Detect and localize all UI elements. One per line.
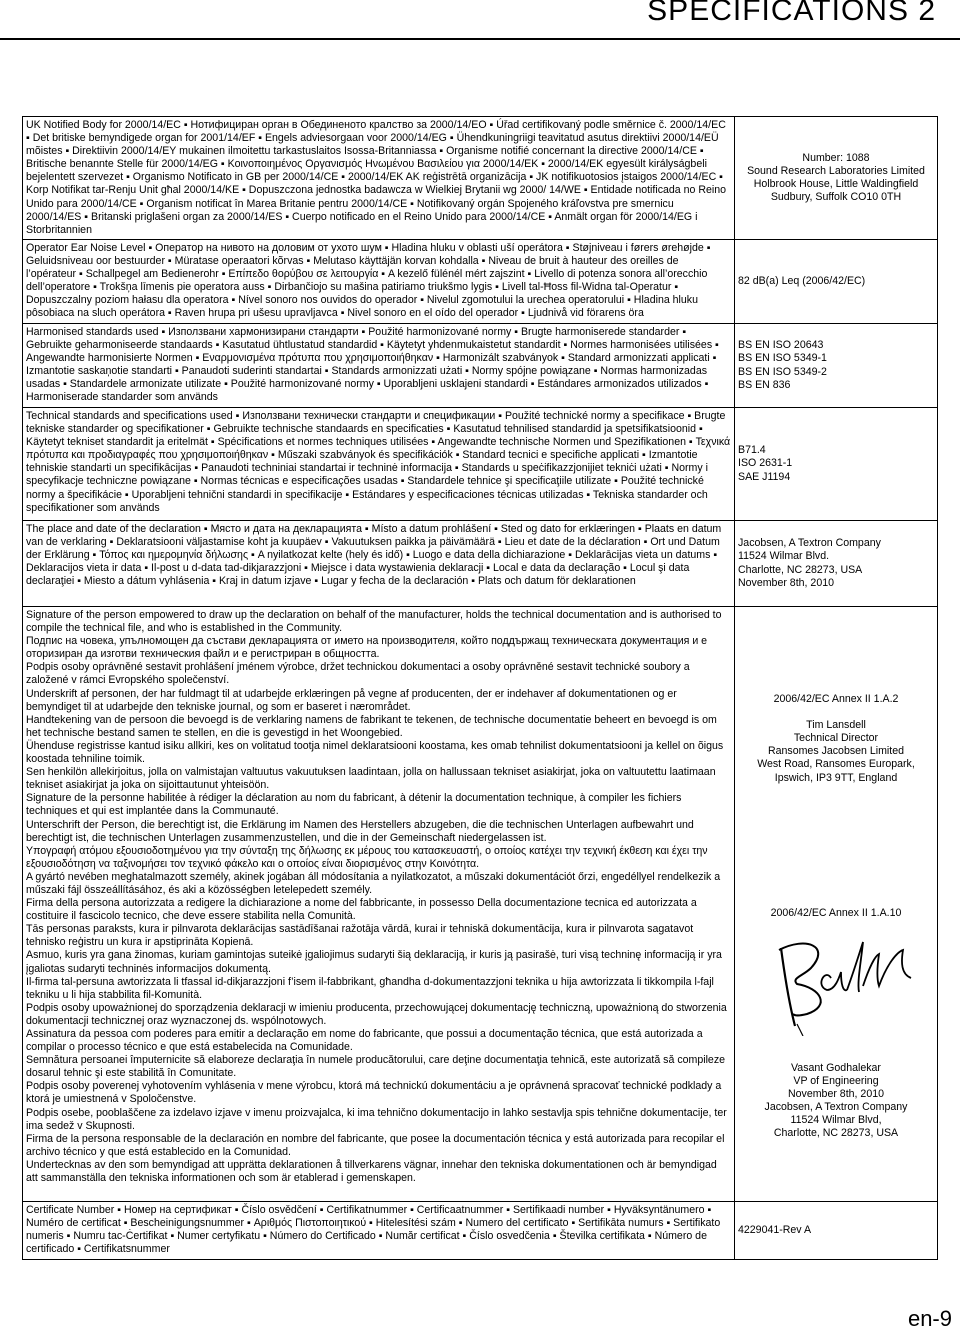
row-text: Technical standards and specifications used ▪ Използвани технически стандарти и спецификации ▪ Použité technické normy a specifikace ▪ Brugte tekniske standarder og specifikationer ▪ Gebruikte technische standaards en specificaties ▪ Kasutatud tehnilised standardid ja spetsifikatsioonid ▪ Käytetyt tekniset standardit ja eritelmät ▪ Spécifications et normes techniques utilisées ▪ Angewandte technische Normen und Spezifikationen ▪ Τεχνικά πρότυπα και προδιαγραφές που χρησιμοποιήθηκαν ▪ Műszaki szabványok és specifikációk ▪ Standard tecnici e specifiche applicati ▪ Izmantotie tehniskie standarti un specifikācijas ▪ Panaudoti techniniai standartai ir techninė informacija ▪ Standards u speċifikazzjonijiet tekniċi użati ▪ Normy i specyfikacje techniczne powiązane ▪ Normas técnicas e especificações usadas ▪ Standardele tehnice şi specificaţiile utilizate ▪ Použité technické normy a špecifikácie ▪ Uporabljeni tehnični standardi in specifikacije ▪ Estándares y especificaciones técnicas utilizadas ▪ Tekniska standarder och specifikationer som används <box>26 410 731 514</box>
annex-reference: 2006/42/EC Annex II 1.A.10 <box>770 906 902 919</box>
row-value: 82 dB(a) Leq (2006/42/EC) <box>738 274 866 287</box>
table-row <box>23 117 938 240</box>
certificate-number-value <box>735 1202 938 1260</box>
table-row <box>23 408 938 521</box>
table-row <box>23 521 938 607</box>
noise-level-label <box>23 240 735 324</box>
row-text: The place and date of the declaration ▪ Място и дата на декларацията ▪ Místo a datum prohlášení ▪ Sted og dato for erklæringen ▪ Plaats en datum van de verklaring ▪ Deklaratsiooni väljastamise koht ja kuupäev ▪ Vakuutuksen paikka ja päivämäärä ▪ Lieu et date de la déclaration ▪ Ort und Datum der Erklärung ▪ Τόπος και ημερομηνία δήλωσης ▪ A nyilatkozat kelte (hely és idő) ▪ Luogo e data della dichiarazione ▪ Deklarācijas vieta un datums ▪ Deklaracijos vieta ir data ▪ Il-post u d-data tad-dikjarazzjoni ▪ Miejsce i data wystawienia deklaracji ▪ Local e data da declaração ▪ Locul şi data declaraţiei ▪ Miesto a dátum vyhlásenia ▪ Kraj in datum izjave ▪ Lugar y fecha de la declaración ▪ Plats och datum för deklarationen <box>26 523 722 588</box>
table-row <box>23 1202 938 1260</box>
notified-body-label <box>23 117 735 240</box>
harmonised-standards-value <box>735 324 938 408</box>
signatory-1: 2006/42/EC Annex II 1.A.2 Tim Lansdell Technical Director Ransomes Jacobsen Limited West Road, Ransomes Europark, Ipswich, IP3 9TT, England <box>757 693 915 784</box>
row-value: B71.4 ISO 2631-1 SAE J1194 <box>738 444 793 483</box>
place-date-value <box>735 521 938 607</box>
notified-body-value <box>735 117 938 240</box>
technical-standards-label <box>23 408 735 521</box>
row-text: Certificate Number ▪ Номер на сертификат ▪ Číslo osvědčení ▪ Certifikatnummer ▪ Certificaatnummer ▪ Sertifikaadi number ▪ Hyväksyntänumero ▪ Numéro de certificat ▪ Bescheinigungsnummer ▪ Αριθμός Πιστοποιητικού ▪ Hitelesítési szám ▪ Numero del certificato ▪ Sertifikāta numurs ▪ Sertifikato numeris ▪ Numru tac-Ċertifikat ▪ Numer certyfikatu ▪ Número do Certificado ▪ Număr certificat ▪ Číslo osvedčenia ▪ Številka certifikata ▪ Número de certificado ▪ Certifikatsnummer <box>26 1204 721 1256</box>
harmonised-standards-label <box>23 324 735 408</box>
technical-standards-value <box>735 408 938 521</box>
table-row <box>23 324 938 408</box>
row-text: Operator Ear Noise Level ▪ Оператор на нивото на доловим от ухото шум ▪ Hladina hluku v oblasti uší operátora ▪ Støjniveau i førers ørehøjde ▪ Geluidsniveau oor bestuurder ▪ Müratase operaatori kõrvas ▪ Melutaso käyttäjän korvan kohdalla ▪ Niveau de bruit à hauteur des oreilles de l’opérateur ▪ Schallpegel am Bedienerohr ▪ Επίπεδο θορύβου σε λειτουργία ▪ A kezelő fülénél mért zajszint ▪ Livello di potenza sonora all’orecchio dell’operatore ▪ Trokšņa līmenis pie operatora auss ▪ Dirbančiojo su mašina patiriamo triukšmo lygis ▪ Livell tal-Ħoss fil-Widna tal-Operatur ▪ Dopuszczalny poziom hałasu dla operatora ▪ Nível sonoro nos ouvidos do operador ▪ Nivelul zgomotului la urechea operatorului ▪ Hladina hluku pôsobiaca na sluch operátora ▪ Raven hrupa pri ušesu upravljavca ▪ Nivel sonoro en el oído del operador ▪ Ljudnivå vid förarens öra <box>26 242 711 320</box>
signature-declaration-label <box>23 607 735 1202</box>
place-date-label <box>23 521 735 607</box>
header-rule <box>0 38 960 40</box>
certificate-number-label <box>23 1202 735 1260</box>
row-text: UK Notified Body for 2000/14/EC ▪ Нотифициран орган в Обединеното кралство за 2000/14/EO ▪ Úřad certifikovaný podle směrnice č. 2000/14/EC ▪ Det britiske bemyndigede organ for 2001/14/EF ▪ Engels adviesorgaan voor 2000/14/EG ▪ Ühendkuningriigi teavitatud asutus direktiivi 2000/14/EÜ mõistes ▪ Direktiivin 2000/14/EY mukainen ilmoitettu tarkastuslaitos Isossa-Britanniassa ▪ Organisme notifié concernant la directive 2000/14/CE ▪ Britische benannte Stelle für 2000/14/EG ▪ Κοινοποιημένος Οργανισμός Ηνωμένου Βασιλείου για 2000/14/ΕΚ ▪ 2000/14/EK egyesült királyságbeli bejelentett szervezet ▪ Organismo Notificato in GB per 2000/14/CE ▪ 2000/14/EK AK reģistrētā organizācija ▪ JK notifikuotosios įstaigos 2000/14/EC ▪ Korp Notifikat tar-Renju Unit għal 2000/14/KE ▪ Dopuszczona jednostka badawcza w Wielkiej Brytanii wg 2000/ 14/WE ▪ Entidade notificada no Reino Unido para 2000/14/CE ▪ Organism notificat în Marea Britanie pentru 2000/14/CE ▪ Notifikovaný orgán Spojeného kráľovstva pre smernicu 2000/14/ES ▪ Britanski priglašeni organ za 2000/14/ES ▪ Cuerpo notificado en el Reino Unido para 2000/14/CE ▪ Anmält organ för 2000/14/EG i Storbritannien <box>26 119 727 236</box>
row-value: 4229041-Rev A <box>738 1223 812 1236</box>
table-row <box>23 607 938 1202</box>
declaration-table <box>22 116 938 1260</box>
row-text: Signature of the person empowered to draw up the declaration on behalf of the manufacturer, holds the technical documentation and is authorised to compile the technical file, and who is established in the Community. Подпис на човека, упълномощен да състави декларацията от името на производителя, който поддържащ техническата документация и е оторизиран да изготви техническия файл и е регистриран в общността. Podpis osoby oprávněné sestavit prohlášení jménem výrobce, držet technickou dokumentaci a osoby oprávněné sestavit technické soubory a založené v rámci Evropského společenství. Underskrift af personen, der har fuldmagt til at udarbejde erklæringen på vegne af producenten, der er indehaver af dokumentationen og er bemyndiget til at udarbejde den tekniske journal, og som er baseret i nærområdet. Handtekening van de persoon die bevoegd is de verklaring namens de fabrikant te tekenen, de technische documentatie beheert en bevoegd is om het technische bestand samen te stellen, en die is gevestigd in het Woongebied. Ühenduse registrisse kantud isiku allkiri, kes on volitatud tootja nimel deklaratsiooni koostama, kes omab tehnilist dokumentatsiooni ja kellel on õigus koostada tehniline toimik. Sen henkilön allekirjoitus, jolla on valmistajan valtuutus vakuutuksen laadintaan, jolla on hallussaan tekniset asiakirjat, joka on valtuutettu laatimaan tekniset asiakirjat ja joka on sijoittautunut yhteisöön. Signature de la personne habilitée à rédiger la déclaration au nom du fabricant, à détenir la documentation technique, à compiler les fichiers techniques et qui est implantée dans la Communauté. Unterschrift der Person, die berechtigt ist, die Erklärung im Namen des Herstellers abzugeben, die die technischen Unterlagen aufbewahrt und berechtigt ist, die technischen Unterlagen zusammenzustellen, und die in der Gemeinschaft niedergelassen ist. Υπογραφή ατόμου εξουσιοδοτημένου για την σύνταξη της δήλωσης εκ μέρους του κατασκευαστή, ο οποίος κατέχει την τεχνική έκθεση και έχει την εξουσιοδότηση να ταξινομήσει τον τεχνικό φάκελο και ο οποίος είναι διορισμένος στην Κοινότητα. A gyártó nevében meghatalmazott személy, akinek jogában áll módosítania a nyilatkozatot, a műszaki dokumentációt őrzi, engedéllyel rendelkezik a műszaki fájl összeállításához, és aki a közösségben letelepedett személy. Firma della persona autorizzata a redigere la dichiarazione a nome del fabbricante, in possesso Della documentazione tecnica ed autorizzata a costituire il fascicolo tecnico, che deve essere stabilita nella Comunità. Tās personas paraksts, kura ir pilnvarota deklarācijas sastādīšanai ražotāja vārdā, kurai ir tehniskā dokumentācija, kura ir pilnvarota sagatavot tehnisko reģistru un kura ir apstiprināta Kopienā. Asmuo, kuris yra gana žinomas, kuriam gamintojas suteikė įgaliojimus sudaryti šią deklaraciją, ir kuris ją pasirašė, turi visą techninę informaciją ir yra įgaliotas sudaryti techninės informacijos dokumentą. Il-firma tal-persuna awtorizzata li tfassal id-dikjarazzjoni f’isem il-fabbrikant, għandha d-dokumentazzjoni teknika u hija awtorizzata li tikkompila l-fajl tekniku u li hija stabbilita fil-Komunità. Podpis osoby upoważnionej do sporządzenia deklaracji w imieniu producenta, przechowującej dokumentację techniczną, upoważnioną do stworzenia dokumentacji technicznej oraz wyznaczonej ds. wspólnotowych. Assinatura da pessoa com poderes para emitir a declaração em nome do fabricante, que possui a documentação técnica, que está autorizada a compilar o processo técnico e que está estabelecida na Comunidade. Semnătura persoanei împuternicite să elaboreze declaraţia în numele producătorului, care deţine documentaţia tehnică, este autorizată să compileze dosarul tehnic şi este stabilită în Comunitate. Podpis osoby poverenej vyhotovením vyhlásenia v mene výrobcu, ktorá má technickú dokumentáciu a je oprávnená spracovať technické podklady a ktorá je umiestnená v Spoločenstve. Podpis osebe, pooblaščene za izdelavo izjave v imenu proizvajalca, ki ima tehnično dokumentacijo in lahko sestavlja spis tehnične dokumentacije, ter ima sedež v Skupnosti. Firma de la persona responsable de la declaración en nombre del fabricante, que posee la documentación técnica y está autorizada para recopilar el archivo técnico y que está establecido en la Comunidad. Undertecknas av den som bemyndigad att upprätta deklarationen å tillverkarens vägnar, innehar den tekniska dokumentationen och är bemyndigad att sammanställa den tekniska informationen och som är etablerad i gemenskapen. <box>26 609 727 1185</box>
row-value: BS EN ISO 20643 BS EN ISO 5349-1 BS EN ISO 5349-2 BS EN 836 <box>738 339 827 391</box>
row-value: Jacobsen, A Textron Company 11524 Wilmar Blvd. Charlotte, NC 28273, USA November 8th, 2010 <box>738 537 881 589</box>
signature-image <box>751 928 921 1036</box>
page-title: SPECIFICATIONS 2 <box>647 0 936 27</box>
row-text: Harmonised standards used ▪ Използвани хармонизирани стандарти ▪ Použité harmonizované normy ▪ Brugte harmoniserede standarder ▪ Gebruikte geharmoniseerde standaards ▪ Kasutatud ühtlustatud standardid ▪ Käytetyt yhdenmukaistetut standardit ▪ Normes harmonisées utilisées ▪ Angewandte harmonisierte Normen ▪ Εναρμονισμένα πρότυπα που χρησιμοποιήθηκαν ▪ Harmonizált szabványok ▪ Standard armonizzati applicati ▪ Izmantotie saskaņotie standarti ▪ Panaudoti suderinti standartai ▪ Standards armonizzati użati ▪ Normy spójne powiązane ▪ Normas harmonizadas usadas ▪ Standardele armonizate utilizate ▪ Použité harmonizované normy ▪ Uporabljeni usklajeni standardi ▪ Estándares armonizados utilizados ▪ Harmoniserade standarder som används <box>26 326 719 404</box>
row-value: Number: 1088 Sound Research Laboratories Limited Holbrook House, Little Waldingfield Sudbury, Suffolk CO10 0TH <box>747 151 925 204</box>
page-number: en-9 <box>907 1306 952 1331</box>
table-row <box>23 240 938 324</box>
signatory-2: Vasant Godhalekar VP of Engineering November 8th, 2010 Jacobsen, A Textron Company 11524 Wilmar Blvd, Charlotte, NC 28273, USA <box>764 1061 908 1140</box>
page-header <box>0 0 960 46</box>
signature-block <box>735 607 938 1202</box>
noise-level-value <box>735 240 938 324</box>
